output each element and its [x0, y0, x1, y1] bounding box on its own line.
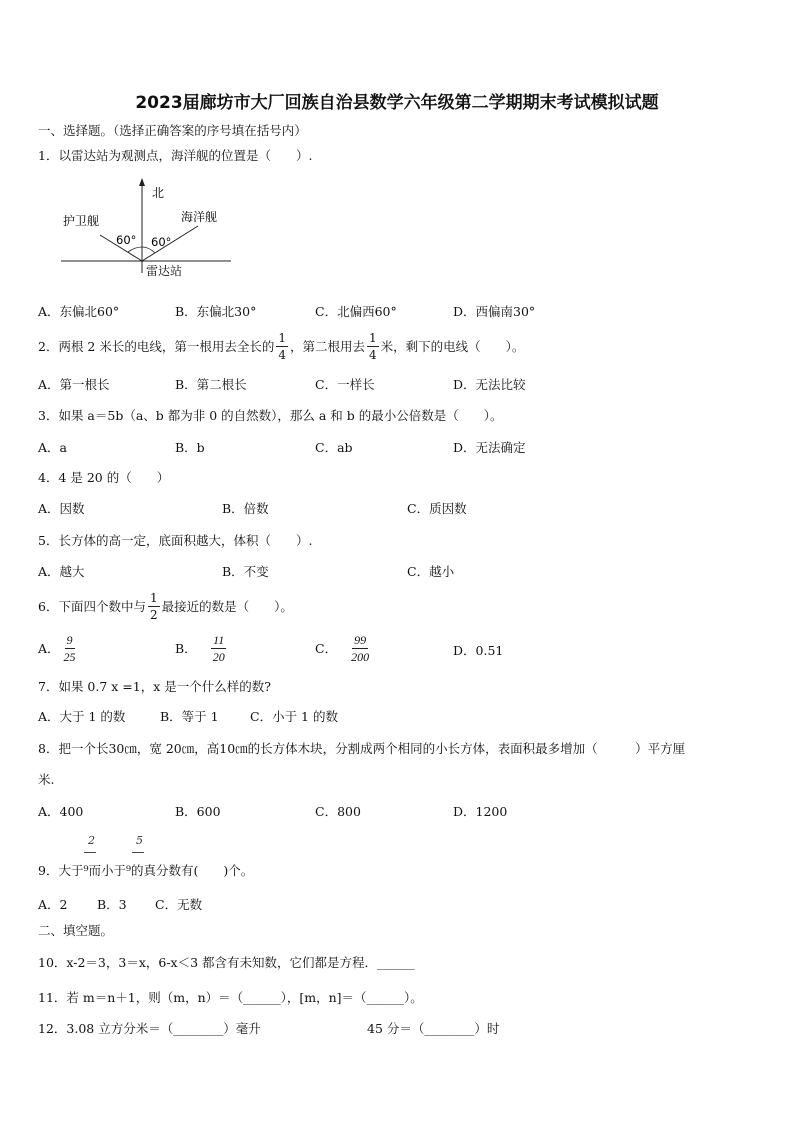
option: A．大于 1 的数 — [38, 709, 126, 724]
option: B．等于 1 — [160, 709, 219, 724]
stem-text: 最接近的数是（ ）。 — [161, 599, 293, 614]
numerator: 1 — [278, 330, 286, 345]
numerator: 9 — [66, 632, 73, 647]
option: B．600 — [175, 804, 221, 819]
question-1-stem: 1．以雷达站为观测点，海洋舰的位置是（ ）. — [38, 148, 313, 163]
option-label: C． — [315, 641, 338, 656]
denominator: 4 — [278, 347, 286, 362]
option: B．不变 — [222, 564, 269, 579]
fraction-bar — [84, 852, 96, 853]
denominator: 4 — [369, 347, 377, 362]
question-5-stem: 5．长方体的高一定，底面积越大，体积（ ）. — [38, 533, 313, 548]
option: A．第一根长 — [38, 377, 110, 392]
option: D．0.51 — [453, 643, 504, 658]
option: A．2 — [38, 897, 68, 912]
north-arrow-icon — [139, 178, 145, 186]
option — [175, 629, 229, 667]
question-11-stem: 11．若 m＝n＋1，则（m，n）＝（______），[m，n]＝（______）。 — [38, 990, 423, 1005]
fraction — [62, 634, 78, 663]
option: D．无法确定 — [453, 440, 526, 455]
denominator: 2 — [149, 607, 158, 622]
stem-text: 6．下面四个数中与 — [38, 599, 146, 614]
denominator: 25 — [63, 649, 76, 664]
option: C．800 — [315, 804, 361, 819]
option: C．小于 1 的数 — [250, 709, 338, 724]
north-label: 北 — [152, 186, 165, 200]
option: B．东偏北30° — [175, 304, 257, 319]
numerator: 1 — [369, 330, 377, 345]
stem-text: 米，剩下的电线（ ）。 — [380, 339, 525, 354]
angle-left-label: 60° — [116, 233, 137, 247]
angle-arc-left — [128, 247, 142, 252]
question-9-stem: 9．大于⁹而小于⁹的真分数有( )个。 — [38, 863, 254, 878]
fraction-bar — [132, 852, 144, 853]
numerator: 5 — [136, 834, 143, 847]
option: D．1200 — [453, 804, 508, 819]
question-12-part1: 12．3.08 立方分米＝（________）毫升 — [38, 1021, 261, 1036]
question-8-stem-line1: 8．把一个长30㎝，宽 20㎝，高10㎝的长方体木块，分割成两个相同的小长方体，表面积最多增加（ ）平方厘 — [38, 741, 686, 756]
option: C．质因数 — [407, 501, 467, 516]
option: A．越大 — [38, 564, 85, 579]
option — [38, 629, 80, 667]
question-8-stem-line2: 米. — [38, 772, 55, 787]
question-7-stem: 7．如果 0.7 x =1，x 是一个什么样的数? — [38, 679, 271, 694]
section-heading-fill: 二、填空题。 — [38, 923, 114, 938]
fraction — [211, 634, 227, 663]
escort-label: 护卫舰 — [63, 214, 100, 228]
denominator: 200 — [351, 649, 370, 664]
option: A．a — [38, 440, 67, 455]
page-title: 2023届廊坊市大厂回族自治县数学六年级第二学期期末考试模拟试题 — [135, 93, 659, 113]
numerator: 11 — [213, 632, 225, 647]
option: C．无数 — [155, 897, 203, 912]
option: D．无法比较 — [453, 377, 526, 392]
fraction — [367, 332, 379, 361]
option: C．越小 — [407, 564, 455, 579]
option-label: A． — [38, 641, 60, 656]
ocean-ship-label: 海洋舰 — [181, 210, 218, 224]
option: C．一样长 — [315, 377, 375, 392]
question-10-stem: 10．x-2＝3，3＝x，6-x＜3 都含有未知数，它们都是方程．______ — [38, 955, 415, 970]
option: B．第二根长 — [175, 377, 247, 392]
radar-station-label: 雷达站 — [146, 264, 183, 278]
angle-right-label: 60° — [151, 235, 172, 249]
fraction — [349, 634, 371, 663]
option: A．因数 — [38, 501, 85, 516]
section-heading-choice: 一、选择题。（选择正确答案的序号填在括号内） — [38, 123, 307, 138]
option: D．西偏南30° — [453, 304, 536, 319]
option: B．b — [175, 440, 205, 455]
option: B．倍数 — [222, 501, 269, 516]
question-12-part2: 45 分＝（________）时 — [367, 1021, 500, 1036]
question-2-stem — [38, 328, 524, 364]
option: B．3 — [97, 897, 127, 912]
stem-text: ，第二根用去 — [290, 339, 366, 354]
option-label: B． — [175, 641, 197, 656]
numerator: 1 — [149, 590, 158, 605]
numerator: 2 — [88, 834, 95, 847]
question-6-stem — [38, 588, 293, 624]
option: A．东偏北60° — [38, 304, 120, 319]
option: C．北偏西60° — [315, 304, 397, 319]
radar-bearing-diagram — [55, 175, 235, 280]
option — [315, 629, 373, 667]
question-3-stem: 3．如果 a＝5b（a、b 都为非 0 的自然数），那么 a 和 b 的最小公倍数是（ ）。 — [38, 408, 503, 423]
option: C．ab — [315, 440, 353, 455]
numerator: 99 — [354, 632, 367, 647]
option: A．400 — [38, 804, 84, 819]
denominator: 20 — [212, 649, 225, 664]
stem-text: 2．两根 2 米长的电线，第一根用去全长的 — [38, 339, 275, 354]
fraction — [276, 332, 288, 361]
question-4-stem: 4．4 是 20 的（ ） — [38, 470, 170, 485]
fraction — [148, 592, 160, 621]
